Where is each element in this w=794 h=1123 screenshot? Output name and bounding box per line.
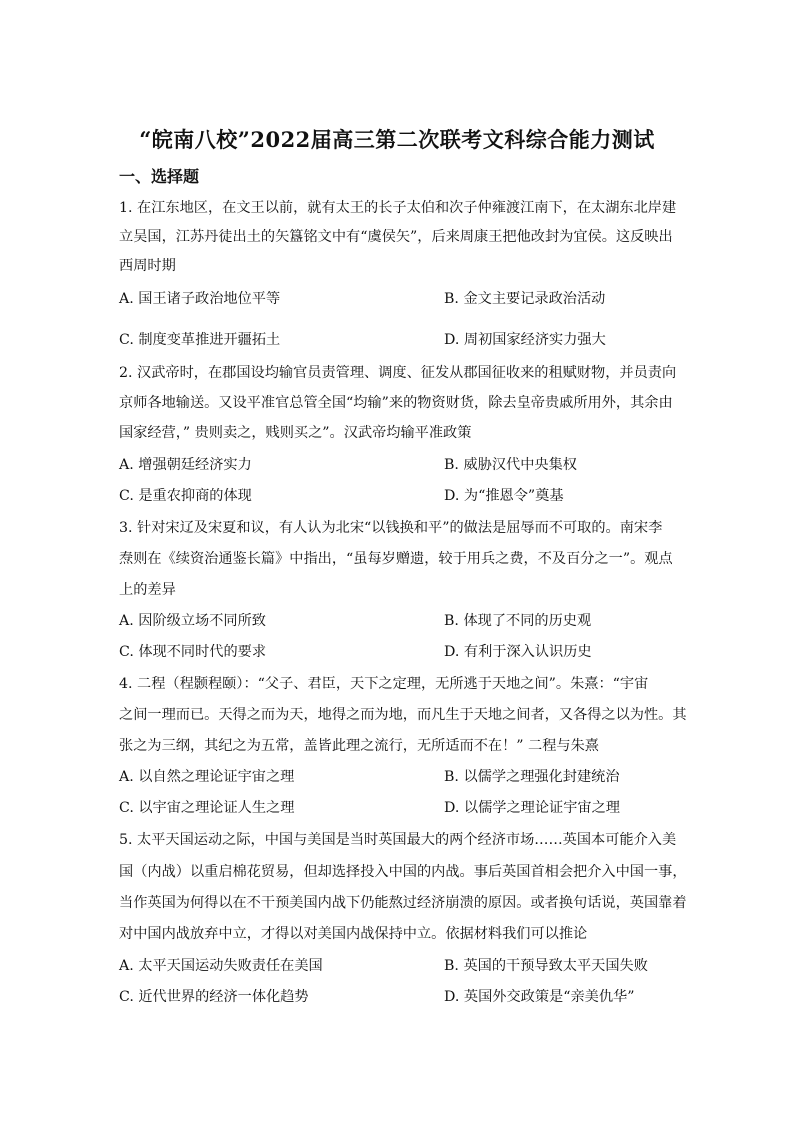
question-5-line-4: 对中国内战放弃中立，才得以对美国内战保持中立。依据材料我们可以推论 [119, 926, 588, 942]
question-4-line-1: 4. 二程（程颢程颐）：“父子、君臣，天下之定理，无所逃于天地之间”。朱熹：“宇宙 [119, 676, 649, 692]
question-2-line-3: 国家经营，” 贵则卖之，贱则买之”。汉武帝均输平准政策 [119, 425, 472, 441]
question-2-option-b: B. 威胁汉代中央集权 [444, 457, 577, 473]
question-4-line-2: 之间一理而已。天得之而为天，地得之而为地，而凡生于天地之间者，又各得之以为性。其 [119, 707, 687, 723]
question-3-line-1: 3. 针对宋辽及宋夏和议，有人认为北宋“以钱换和平”的做法是屈辱而不可取的。南宋李 [119, 520, 663, 536]
question-5-option-a: A. 太平天国运动失败责任在美国 [119, 958, 323, 974]
question-3-line-2: 焘则在《续资治通鉴长篇》中指出，“虽每岁赠遗，较于用兵之费，不及百分之一”。观点 [119, 551, 673, 567]
question-5-option-c: C. 近代世界的经济一体化趋势 [119, 989, 309, 1005]
page-title: “皖南八校”2022届高三第二次联考文科综合能力测试 [139, 127, 655, 152]
question-3-option-d: D. 有利于深入认识历史 [444, 644, 592, 660]
question-2-line-2: 京师各地输送。又设平准官总管全国“均输”来的物资财货，除去皇帝贵戚所用外，其余由 [119, 395, 673, 411]
question-5-option-d: D. 英国外交政策是“亲美仇华” [444, 989, 635, 1005]
question-1-line-1: 1. 在江东地区，在文王以前，就有太王的长子太伯和次子仲雍渡江南下，在太湖东北岸建 [119, 200, 677, 216]
section-heading: 一、选择题 [119, 167, 200, 186]
question-5-option-b: B. 英国的干预导致太平天国失败 [444, 958, 648, 974]
question-4-option-a: A. 以自然之理论证宇宙之理 [119, 769, 295, 785]
question-3-line-3: 上的差异 [119, 582, 176, 598]
question-3-option-c: C. 体现不同时代的要求 [119, 644, 267, 660]
question-4-option-b: B. 以儒学之理强化封建统治 [444, 769, 620, 785]
question-1-option-c: C. 制度变革推进开疆拓土 [119, 332, 281, 348]
question-1-option-b: B. 金文主要记录政治活动 [444, 291, 606, 307]
question-4-option-c: C. 以宇宙之理论证人生之理 [119, 800, 295, 816]
question-1-line-2: 立吴国，江苏丹徒出土的矢簋铭文中有“虞侯矢”，后来周康王把他改封为宜侯。这反映出 [119, 229, 673, 245]
question-5-line-3: 当作英国为何得以在不干预美国内战下仍能熬过经济崩溃的原因。或者换句话说，英国靠着 [119, 895, 687, 911]
question-2-line-1: 2. 汉武帝时，在郡国设均输官员责管理、调度、征发从郡国征收来的租赋财物，并员责向 [119, 365, 677, 381]
question-4-option-d: D. 以儒学之理论证宇宙之理 [444, 800, 620, 816]
question-2-option-d: D. 为“推恩令”奠基 [444, 488, 564, 504]
question-3-option-a: A. 因阶级立场不同所致 [119, 613, 266, 629]
question-1-line-3: 西周时期 [119, 258, 176, 274]
question-4-line-3: 张之为三纲，其纪之为五常，盖皆此理之流行，无所适而不在！” 二程与朱熹 [119, 738, 599, 754]
question-5-line-2: 国（内战）以重启棉花贸易，但却选择投入中国的内战。事后英国首相会把介入中国一事， [119, 864, 687, 880]
question-2-option-a: A. 增强朝廷经济实力 [119, 457, 252, 473]
question-1-option-d: D. 周初国家经济实力强大 [444, 332, 606, 348]
question-3-option-b: B. 体现了不同的历史观 [444, 613, 592, 629]
question-5-line-1: 5. 太平天国运动之际，中国与美国是当时英国最大的两个经济市场……英国本可能介入美 [119, 832, 677, 848]
question-1-option-a: A. 国王诸子政治地位平等 [119, 291, 281, 307]
question-2-option-c: C. 是重农抑商的体现 [119, 488, 252, 504]
